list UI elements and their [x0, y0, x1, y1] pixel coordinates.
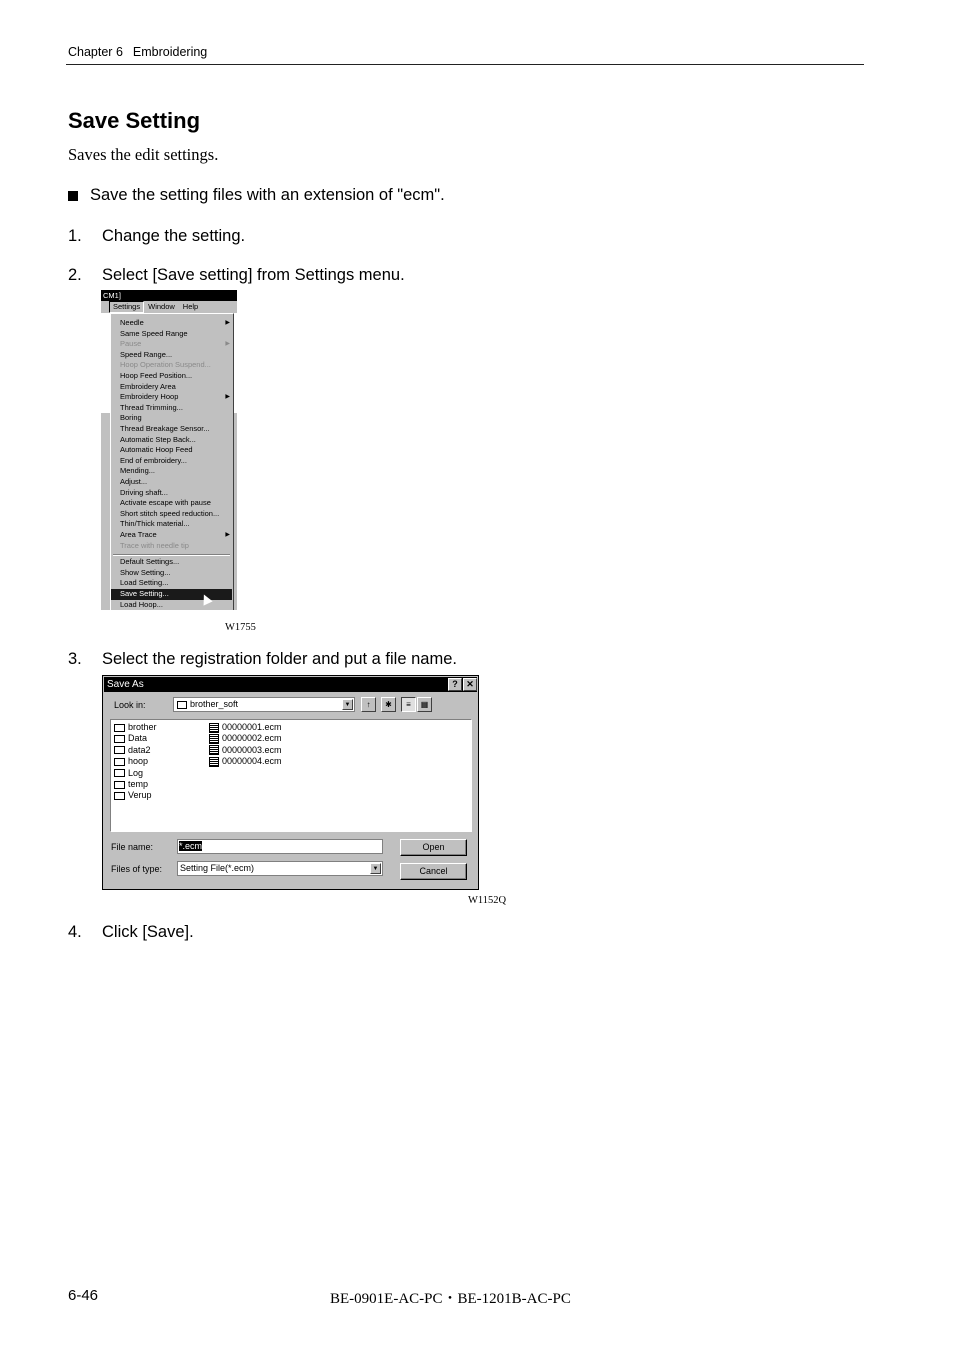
menu-item[interactable]	[111, 435, 232, 446]
lookin-label: Look in:	[114, 700, 146, 710]
menu-item-label: Driving shaft...	[120, 487, 168, 497]
menu-item[interactable]	[111, 466, 232, 477]
step-text: Click [Save].	[102, 923, 194, 941]
step-3	[68, 650, 457, 669]
file-item[interactable]	[209, 756, 282, 767]
submenu-arrow-icon: ▶	[225, 320, 230, 326]
file-item[interactable]	[209, 722, 282, 733]
figure-caption: W1152Q	[468, 895, 507, 906]
folder-icon	[114, 735, 125, 743]
menu-item[interactable]	[111, 568, 232, 579]
note-text: Save the setting files with an extension of "ecm".	[90, 186, 445, 204]
filetype-value: Setting File(*.ecm)	[180, 863, 255, 873]
menu-item-label: Automatic Hoop Feed	[120, 445, 193, 455]
folder-name: Data	[128, 733, 148, 744]
chapter-name: Embroidering	[132, 45, 208, 59]
menu-item[interactable]	[111, 350, 232, 361]
file-name: 00000003.ecm	[222, 744, 282, 755]
model-number: BE-0901E-AC-PC・BE-1201B-AC-PC	[330, 1291, 571, 1307]
menu-item-label: Thread Trimming...	[120, 402, 183, 412]
file-name: 00000004.ecm	[222, 756, 282, 767]
menu-item-label: Load Hoop...	[120, 599, 163, 609]
folder-name: temp	[128, 779, 149, 789]
file-item[interactable]	[209, 745, 282, 756]
settings-menu-screenshot	[101, 290, 237, 610]
menu-item	[111, 360, 232, 371]
file-name: 00000002.ecm	[222, 733, 282, 744]
filename-label: File name:	[111, 842, 154, 852]
step-number: 3.	[68, 650, 82, 668]
menu-item-label: Mending...	[120, 466, 156, 476]
list-view-icon[interactable]: ≡	[401, 697, 416, 712]
menu-item[interactable]	[111, 318, 232, 329]
lookin-combo[interactable]	[173, 697, 355, 712]
note	[68, 186, 445, 205]
menu-item	[111, 541, 232, 552]
menu-item-label: Area Trace	[120, 530, 157, 539]
folder-item[interactable]	[114, 779, 148, 790]
step-number: 1.	[68, 227, 82, 245]
step-number: 4.	[68, 923, 82, 941]
menu-item[interactable]	[111, 509, 232, 520]
menu-item[interactable]	[111, 600, 232, 610]
menu-item[interactable]	[111, 424, 232, 435]
step-2	[68, 266, 405, 285]
folder-icon	[114, 781, 125, 789]
menu-item	[111, 339, 232, 350]
menu-item[interactable]	[111, 589, 232, 600]
menu-item-label: Embroidery Hoop	[120, 392, 179, 402]
menu-item-label: Automatic Step Back...	[120, 434, 196, 444]
menubar	[101, 301, 237, 313]
menu-item[interactable]	[111, 477, 232, 488]
menu-item-label: Embroidery Area	[120, 381, 176, 391]
folder-name: data2	[128, 744, 151, 755]
menu-item-label: Show Setting...	[120, 567, 171, 577]
menu-item-label: Default Settings...	[120, 557, 180, 567]
folder-item[interactable]	[114, 722, 157, 733]
menu-item-label: Thread Breakage Sensor...	[120, 424, 210, 433]
folder-icon	[114, 769, 125, 777]
figure-caption: W1755	[225, 622, 256, 633]
folder-icon	[114, 758, 125, 766]
menu-item-label: Load Setting...	[120, 578, 169, 588]
folder-item[interactable]	[114, 790, 152, 801]
step-number: 2.	[68, 266, 82, 284]
folder-name: brother	[128, 722, 157, 732]
folder-item[interactable]	[114, 733, 147, 744]
section-subtitle: Saves the edit settings.	[68, 145, 219, 164]
lookin-value: brother_soft	[190, 699, 239, 709]
menu-item-label: End of embroidery...	[120, 455, 187, 465]
dropdown-arrow-icon[interactable]: ▼	[370, 863, 381, 874]
filename-value: *.ecm	[179, 841, 203, 851]
square-bullet-icon	[68, 191, 78, 201]
file-icon	[209, 723, 219, 733]
details-view-icon[interactable]: ▦	[417, 697, 432, 712]
menu-item[interactable]	[111, 498, 232, 509]
menu-item-label: Short stitch speed reduction...	[120, 508, 220, 518]
cancel-button[interactable]: Cancel	[400, 863, 467, 880]
menu-item[interactable]	[111, 445, 232, 456]
page-number: 6-46	[68, 1287, 99, 1304]
menu-item-label: Hoop Operation Suspend...	[120, 360, 211, 370]
menu-item-label: Needle	[120, 318, 144, 327]
new-folder-icon[interactable]: ✱	[381, 697, 396, 712]
filename-input[interactable]	[177, 839, 383, 854]
menu-item-label: Trace with needle tip	[120, 540, 189, 550]
menu-item-label: Activate escape with pause	[120, 498, 211, 508]
menu-settings[interactable]: Settings	[109, 301, 144, 313]
folder-icon	[114, 792, 125, 800]
menu-item[interactable]	[111, 456, 232, 467]
help-button[interactable]: ?	[448, 678, 462, 691]
settings-dropdown	[110, 313, 234, 610]
menu-item[interactable]	[111, 519, 232, 530]
folder-item[interactable]	[114, 745, 151, 756]
menu-item[interactable]	[111, 382, 232, 393]
folder-item[interactable]	[114, 756, 148, 767]
menu-item[interactable]	[111, 557, 232, 568]
chapter-number: Chapter 6	[68, 45, 123, 59]
folder-name: Log	[128, 767, 144, 778]
folder-item[interactable]	[114, 768, 143, 779]
menu-item[interactable]	[111, 403, 232, 414]
folder-icon	[114, 724, 125, 732]
menu-item-label: Pause	[120, 339, 142, 349]
filetype-combo[interactable]	[177, 861, 383, 876]
menu-item[interactable]	[111, 371, 232, 382]
file-icon	[209, 734, 219, 744]
filetype-label: Files of type:	[111, 864, 163, 874]
folder-icon	[114, 746, 125, 754]
step-text: Select [Save setting] from Settings menu.	[102, 266, 405, 284]
menu-item[interactable]	[111, 392, 232, 403]
step-text: Change the setting.	[102, 227, 246, 245]
step-1	[68, 227, 245, 246]
menu-item[interactable]	[111, 530, 232, 541]
dropdown-arrow-icon[interactable]: ▼	[342, 699, 353, 710]
folder-name: hoop	[128, 756, 149, 767]
file-icon	[209, 745, 219, 755]
folder-icon	[177, 701, 187, 709]
menu-item[interactable]	[111, 329, 232, 340]
file-name: 00000001.ecm	[222, 722, 282, 732]
file-icon	[209, 757, 219, 767]
submenu-arrow-icon: ▶	[225, 341, 230, 348]
header-rule	[66, 64, 864, 65]
menu-item-label: Hoop Feed Position...	[120, 371, 193, 380]
menu-separator	[113, 554, 230, 556]
menu-item-label: Speed Range...	[120, 349, 173, 359]
file-item[interactable]	[209, 733, 282, 744]
dialog-title: Save As	[104, 677, 477, 692]
save-as-dialog	[102, 675, 479, 890]
menu-help[interactable]: Help	[182, 302, 199, 311]
window-title: CM1]	[101, 290, 237, 301]
menu-item[interactable]	[111, 488, 232, 499]
menu-item[interactable]	[111, 413, 232, 424]
section-title: Save Setting	[68, 108, 201, 133]
up-folder-icon[interactable]: ↑	[361, 697, 376, 712]
submenu-arrow-icon: ▶	[225, 532, 230, 538]
menu-item-label: Same Speed Range	[120, 328, 188, 338]
menu-item-label: Thin/Thick material...	[120, 519, 190, 529]
folder-name: Verup	[128, 790, 152, 801]
step-4	[68, 923, 194, 942]
menu-item-label: Save Setting...	[120, 589, 169, 598]
menu-item-label: Adjust...	[120, 477, 148, 486]
file-list	[110, 719, 472, 832]
running-header	[68, 45, 207, 59]
menu-item[interactable]	[111, 578, 232, 589]
open-button[interactable]: Open	[400, 839, 467, 856]
submenu-arrow-icon: ▶	[225, 394, 230, 401]
close-button[interactable]: ✕	[463, 678, 477, 691]
menu-window[interactable]: Window	[148, 302, 175, 311]
step-text: Select the registration folder and put a file name.	[102, 650, 457, 668]
menu-item-label: Boring	[120, 413, 142, 423]
